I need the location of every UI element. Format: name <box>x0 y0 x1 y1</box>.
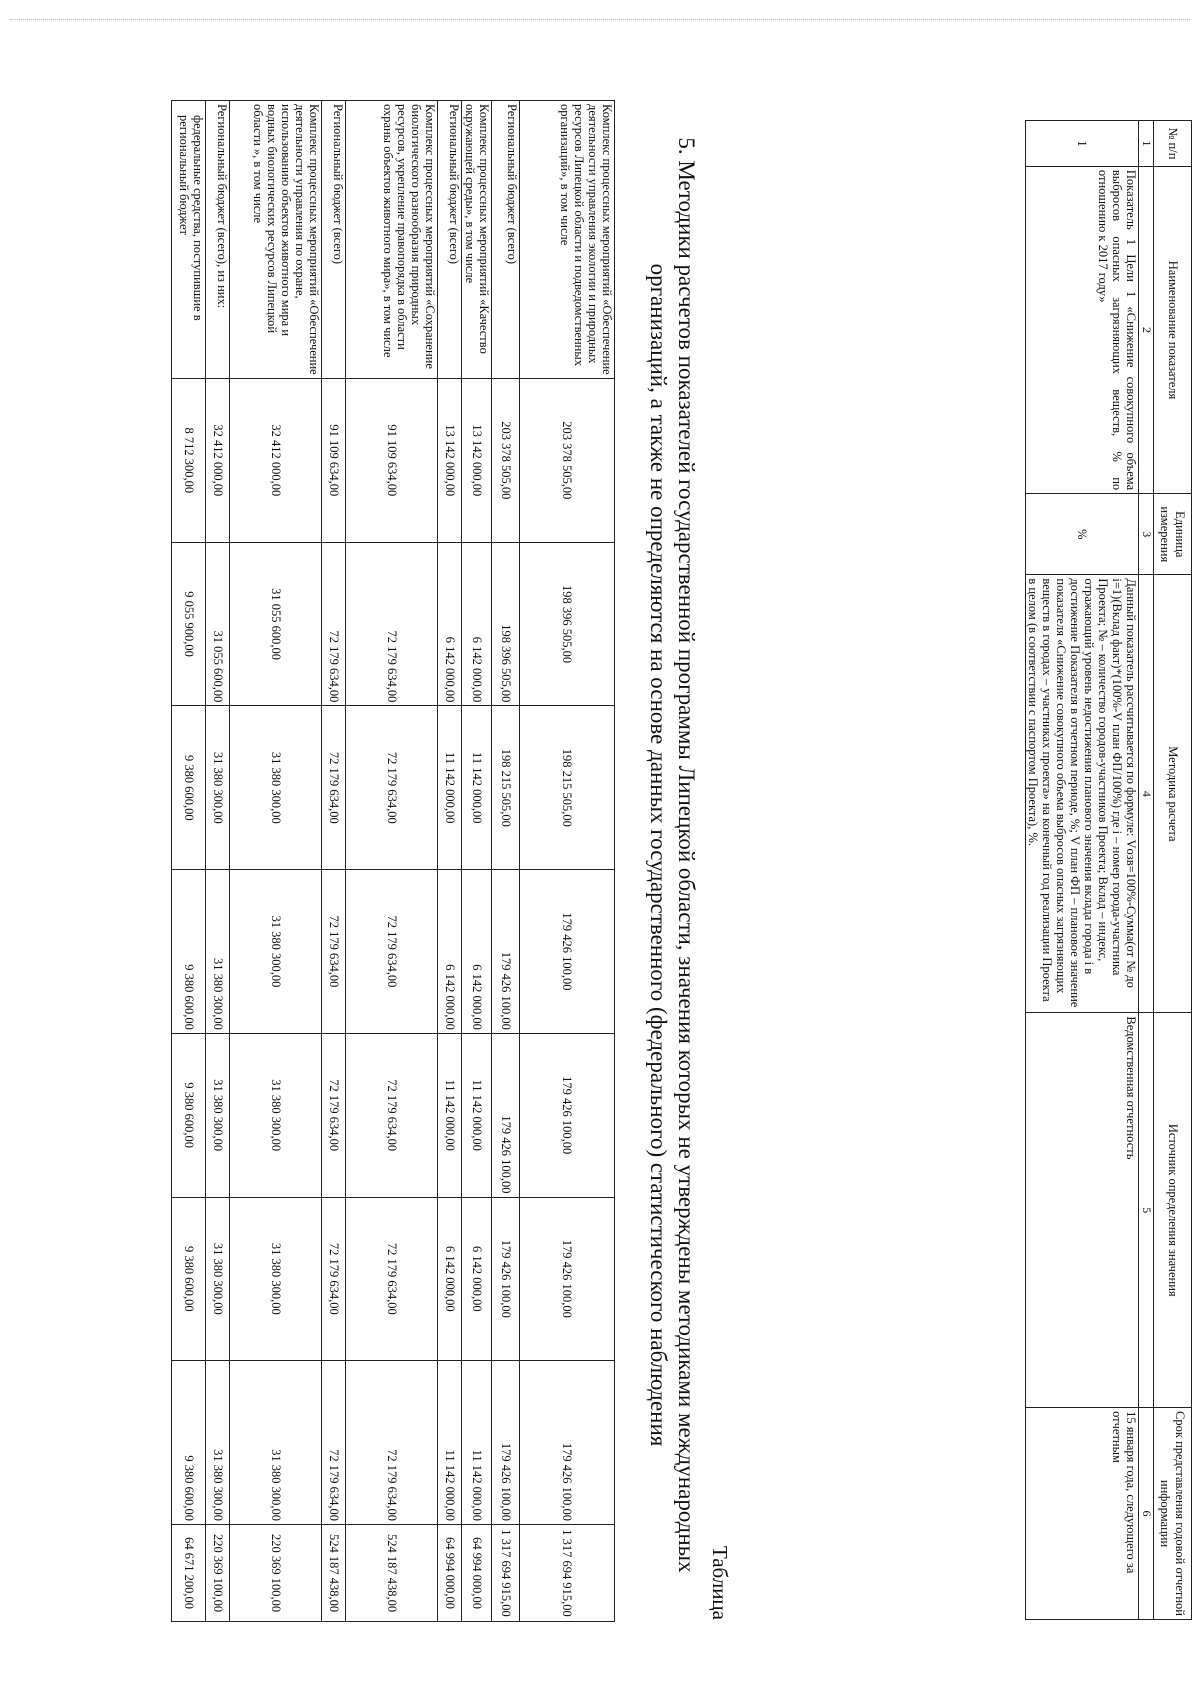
value-cell: 72 179 634,00 <box>346 1197 438 1361</box>
header-row <box>1154 121 1192 1620</box>
value-cell: 72 179 634,00 <box>322 1033 346 1197</box>
value-cell: 11 142 000,00 <box>438 1033 462 1197</box>
total-cell: 524 187 438,00 <box>322 1525 346 1622</box>
value-cell: 6 142 000,00 <box>462 1197 492 1361</box>
value-cell: 72 179 634,00 <box>346 706 438 870</box>
value-cell: 31 380 300,00 <box>230 1361 322 1525</box>
column-numbers-row <box>1139 121 1154 1620</box>
total-cell: 1 317 694 915,00 <box>520 1525 615 1622</box>
value-cell: 179 426 100,00 <box>492 870 520 1034</box>
value-cell: 8 712 300,00 <box>172 379 206 543</box>
indicator-deadline: 15 января года, следующего за отчетным <box>1026 1408 1139 1620</box>
value-cell: 72 179 634,00 <box>322 870 346 1034</box>
value-cell: 31 055 600,00 <box>206 542 230 706</box>
row-name: Комплекс процессных мероприятий «Обеспечение деятельности управления экологии и природных ресурсов Липецкой области и подведомственных организаций», в том числе <box>520 101 615 379</box>
value-cell: 72 179 634,00 <box>346 1361 438 1525</box>
column-number: 2 <box>1139 166 1154 493</box>
value-cell: 31 380 300,00 <box>206 1197 230 1361</box>
value-cell: 9 380 600,00 <box>172 1033 206 1197</box>
finance-table <box>171 100 615 1622</box>
column-number: 1 <box>1139 121 1154 167</box>
row-name: Региональный бюджет (всего), из них: <box>206 101 230 379</box>
value-cell: 11 142 000,00 <box>462 1361 492 1525</box>
value-cell: 198 396 505,00 <box>520 542 615 706</box>
total-cell: 220 369 100,00 <box>230 1525 322 1622</box>
column-number: 5 <box>1139 1013 1154 1408</box>
row-name: Комплекс процессных мероприятий «Обеспечение деятельности управления по охране, использованию объектов животного мира и водных биологических ресурсов Липецкой области », в том числе <box>230 101 322 379</box>
value-cell: 6 142 000,00 <box>438 1197 462 1361</box>
table-row <box>438 101 462 1622</box>
row-name: Комплекс процессных мероприятий «Качество окружающей среды», в том числе <box>462 101 492 379</box>
value-cell: 9 380 600,00 <box>172 706 206 870</box>
value-cell: 179 426 100,00 <box>520 1033 615 1197</box>
value-cell: 72 179 634,00 <box>346 870 438 1034</box>
value-cell: 72 179 634,00 <box>322 1361 346 1525</box>
value-cell: 179 426 100,00 <box>492 1033 520 1197</box>
value-cell: 72 179 634,00 <box>346 542 438 706</box>
table-row <box>172 101 206 1622</box>
value-cell: 13 142 000,00 <box>462 379 492 543</box>
table-row <box>206 101 230 1622</box>
table-row <box>230 101 322 1622</box>
column-number: 3 <box>1139 494 1154 575</box>
value-cell: 203 378 505,00 <box>492 379 520 543</box>
value-cell: 6 142 000,00 <box>438 542 462 706</box>
indicator-method: Данный показатель рассчитывается по формуле: Vозв=100%-Сумма(от № до i=1)(Вклад факт)*(100%-V план ФП/100%) где i – номер города-участника Проекта; № – количество городов-участников Проекта; Вклад – индекс, отражающий уровень недостижения планового значения вклада города i в достижение Показателя в отчетном периоде, %; V план ФП – плановое значение показателя «Снижение совокупного объема выбросов опасных загрязняющих веществ в городах – участниках проекта» на конечный год реализации Проекта в целом (в соответствии с паспортом Проекта), %. <box>1026 575 1139 1013</box>
header-deadline: Срок представления годовой отчетной информации <box>1154 1408 1192 1620</box>
value-cell: 179 426 100,00 <box>520 1197 615 1361</box>
indicators-table <box>1025 120 1192 1620</box>
value-cell: 32 412 000,00 <box>206 379 230 543</box>
table-row <box>492 101 520 1622</box>
value-cell: 91 109 634,00 <box>346 379 438 543</box>
value-cell: 6 142 000,00 <box>462 542 492 706</box>
value-cell: 11 142 000,00 <box>438 1361 462 1525</box>
row-name: Региональный бюджет (всего) <box>492 101 520 379</box>
value-cell: 72 179 634,00 <box>322 542 346 706</box>
table-label: Таблица <box>708 1545 732 1620</box>
value-cell: 203 378 505,00 <box>520 379 615 543</box>
table-row <box>520 101 615 1622</box>
table-row <box>462 101 492 1622</box>
value-cell: 11 142 000,00 <box>462 706 492 870</box>
value-cell: 11 142 000,00 <box>462 1033 492 1197</box>
value-cell: 198 215 505,00 <box>520 706 615 870</box>
value-cell: 31 380 300,00 <box>206 870 230 1034</box>
row-name: Региональный бюджет (всего) <box>322 101 346 379</box>
value-cell: 9 055 900,00 <box>172 542 206 706</box>
row-name: Региональный бюджет (всего) <box>438 101 462 379</box>
value-cell: 179 426 100,00 <box>520 870 615 1034</box>
indicator-name: Показатель 1 Цели 1 «Снижение совокупного объема выбросов опасных загрязняющих веществ, % по отношению к 2017 году» <box>1026 166 1139 493</box>
header-method: Методика расчета <box>1154 575 1192 1013</box>
value-cell: 198 215 505,00 <box>492 706 520 870</box>
header-num: № п/п <box>1154 121 1192 167</box>
value-cell: 72 179 634,00 <box>322 706 346 870</box>
value-cell: 11 142 000,00 <box>438 706 462 870</box>
value-cell: 31 380 300,00 <box>230 706 322 870</box>
value-cell: 31 380 300,00 <box>230 1197 322 1361</box>
indicator-source: Ведомственная отчетность <box>1026 1013 1139 1408</box>
value-cell: 32 412 000,00 <box>230 379 322 543</box>
column-number: 6 <box>1139 1408 1154 1620</box>
value-cell: 72 179 634,00 <box>322 1197 346 1361</box>
header-unit: Единица измерения <box>1154 494 1192 575</box>
value-cell: 6 142 000,00 <box>438 870 462 1034</box>
value-cell: 179 426 100,00 <box>492 1197 520 1361</box>
total-cell: 64 994 000,00 <box>462 1525 492 1622</box>
value-cell: 9 380 600,00 <box>172 1197 206 1361</box>
value-cell: 31 380 300,00 <box>206 1033 230 1197</box>
value-cell: 179 426 100,00 <box>520 1361 615 1525</box>
row-name: Комплекс процессных мероприятий «Сохранение биологического разнообразия природных ресурсов, укрепление правопорядка в области охраны объектов животного мира», в том числе <box>346 101 438 379</box>
value-cell: 91 109 634,00 <box>322 379 346 543</box>
header-source: Источник определения значения <box>1154 1013 1192 1408</box>
total-cell: 524 187 438,00 <box>346 1525 438 1622</box>
total-cell: 64 671 200,00 <box>172 1525 206 1622</box>
value-cell: 13 142 000,00 <box>438 379 462 543</box>
value-cell: 31 380 300,00 <box>230 1033 322 1197</box>
total-cell: 1 317 694 915,00 <box>492 1525 520 1622</box>
column-number: 4 <box>1139 575 1154 1013</box>
value-cell: 31 380 300,00 <box>206 1361 230 1525</box>
table-row <box>1026 121 1139 1620</box>
table-row <box>346 101 438 1622</box>
table-row <box>322 101 346 1622</box>
indicator-num: 1 <box>1026 121 1139 167</box>
value-cell: 31 055 600,00 <box>230 542 322 706</box>
total-cell: 220 369 100,00 <box>206 1525 230 1622</box>
value-cell: 31 380 300,00 <box>206 706 230 870</box>
section-heading: 5. Методики расчетов показателей государственной программы Липецкой области, значения которых не утверждены методиками международных организаций, а также не определяются на основе данных государственного (федерального) статистического наблюдения <box>646 137 699 1573</box>
value-cell: 31 380 300,00 <box>230 870 322 1034</box>
header-name: Наименование показателя <box>1154 166 1192 493</box>
finance-table-body <box>172 101 615 1622</box>
total-cell: 64 994 000,00 <box>438 1525 462 1622</box>
value-cell: 198 396 505,00 <box>492 542 520 706</box>
indicator-unit: % <box>1026 494 1139 575</box>
value-cell: 6 142 000,00 <box>462 870 492 1034</box>
row-name: федеральные средства, поступившие в региональный бюджет <box>172 101 206 379</box>
value-cell: 179 426 100,00 <box>492 1361 520 1525</box>
value-cell: 9 380 600,00 <box>172 870 206 1034</box>
value-cell: 9 380 600,00 <box>172 1361 206 1525</box>
value-cell: 72 179 634,00 <box>346 1033 438 1197</box>
